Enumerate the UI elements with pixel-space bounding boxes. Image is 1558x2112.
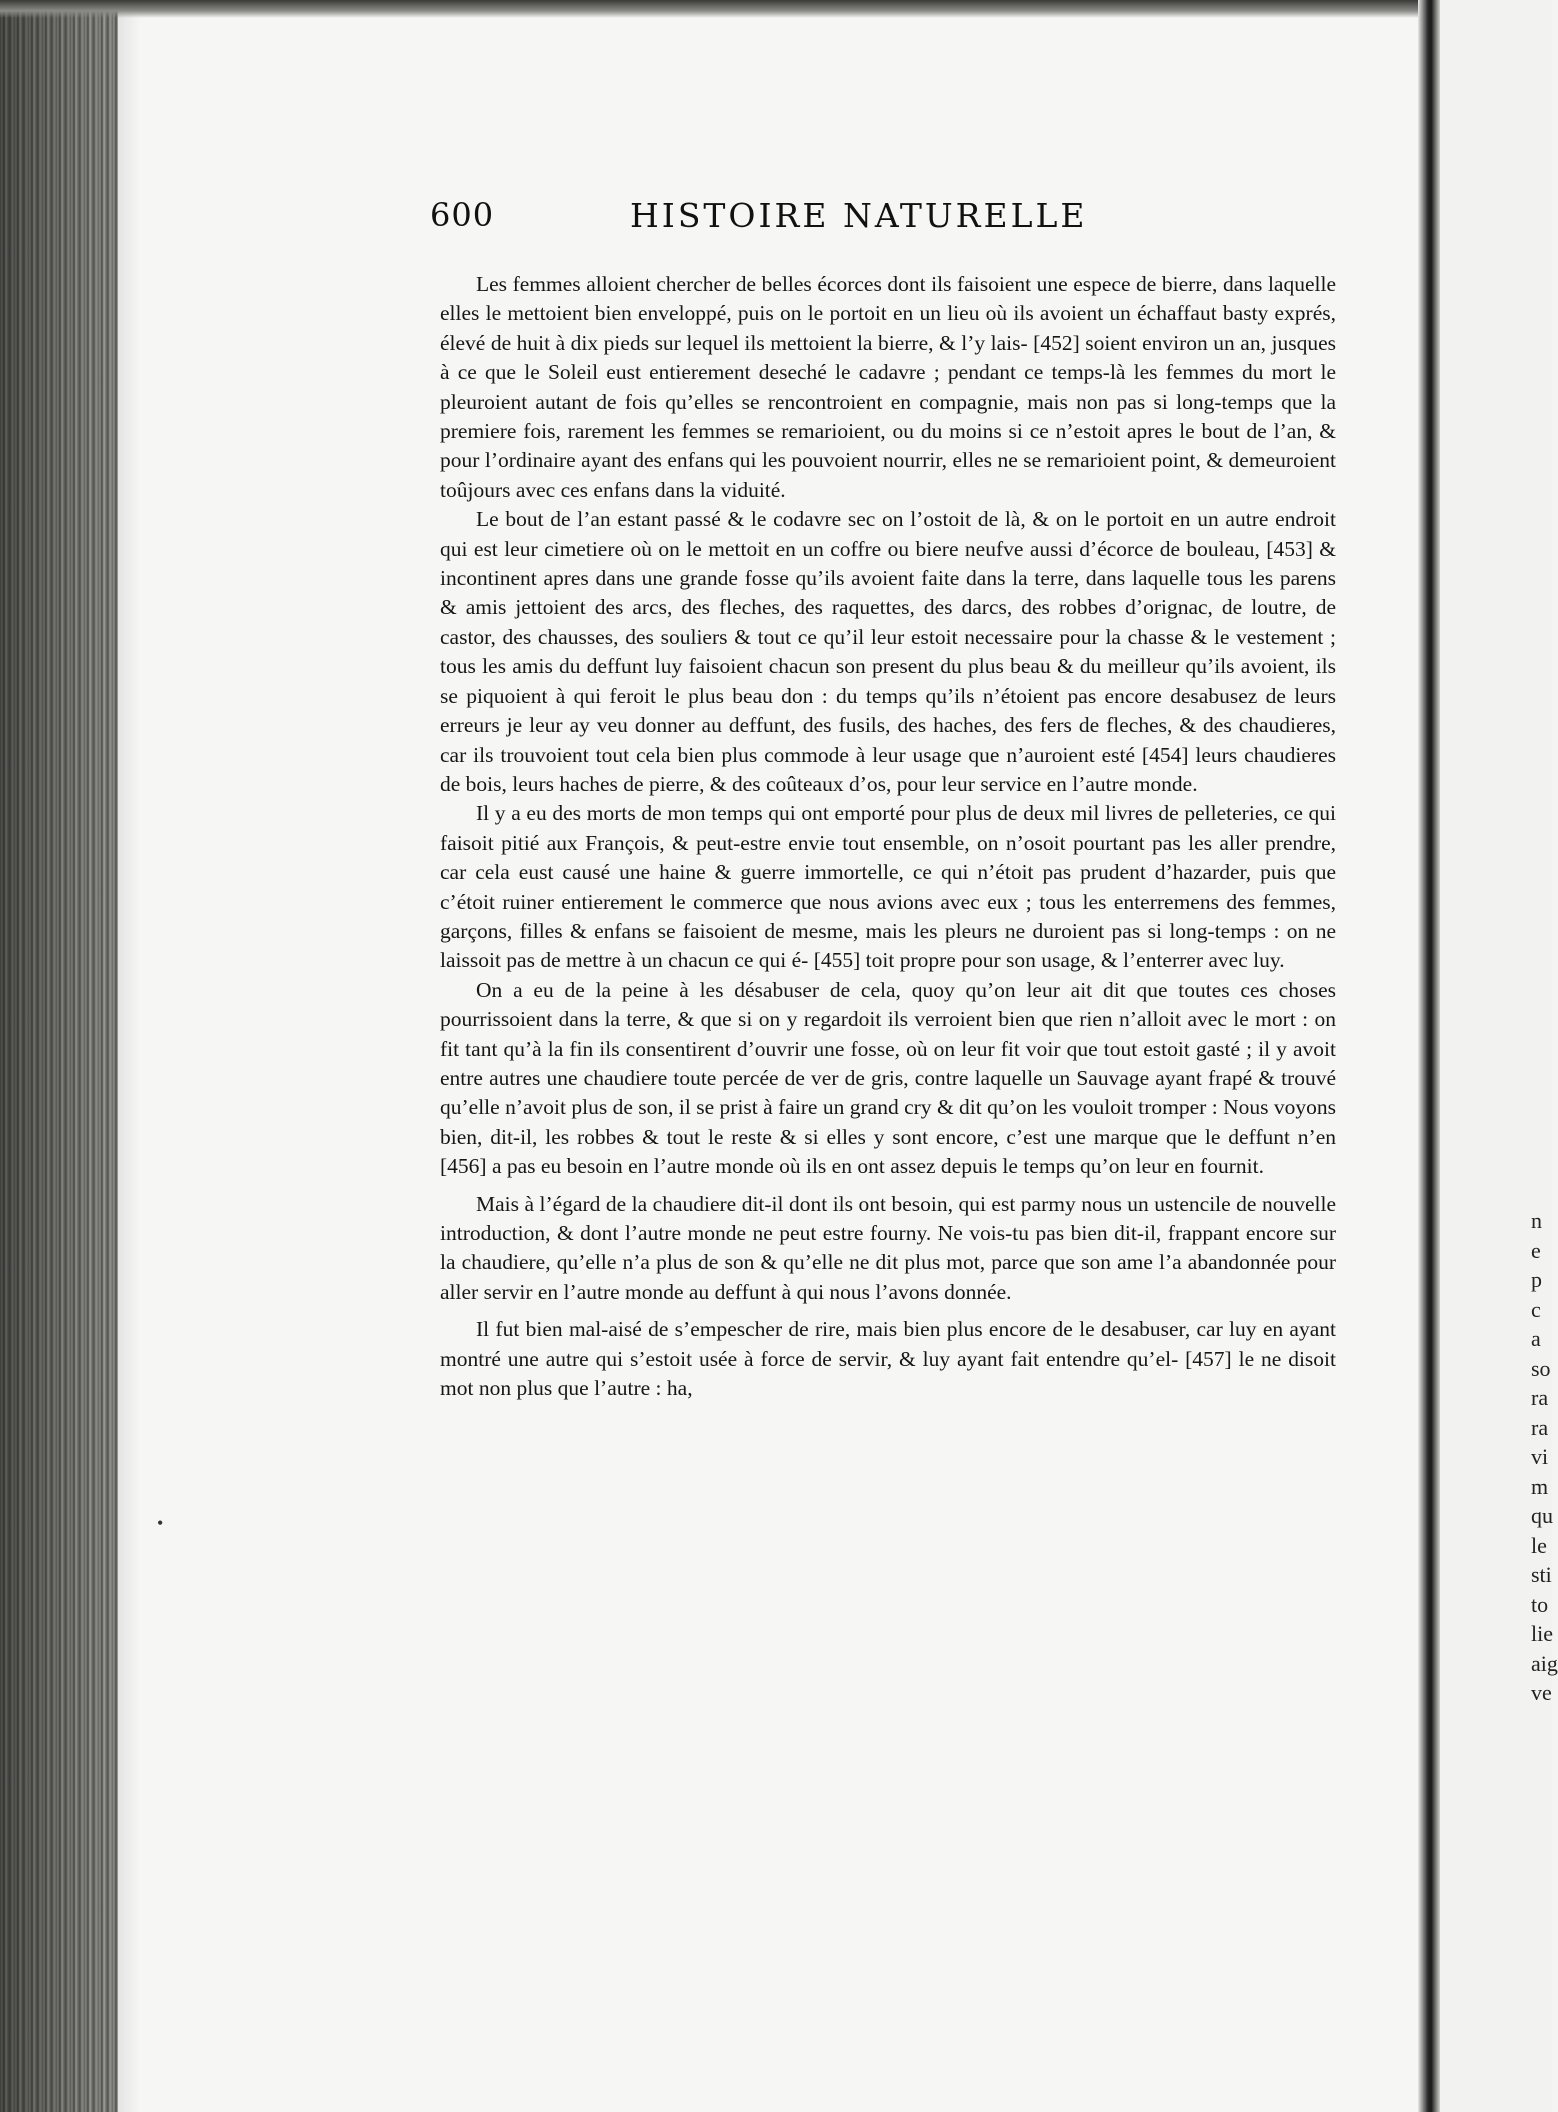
paragraph: Il fut bien mal-aisé de s’empescher de rire, mais bien plus encore de le desabuser, car luy en ayant montré une autre qui s’estoit usée à force de servir, & luy ayant fait entendre qu’el- [457] le ne disoit mot non plus que l’autre : ha, [440, 1317, 1336, 1401]
facing-fragment: p [1531, 1267, 1542, 1292]
facing-fragment: so [1531, 1355, 1551, 1381]
facing-fragment: ra [1531, 1414, 1549, 1440]
facing-fragment: aig [1531, 1650, 1558, 1676]
facing-fragment: vi [1531, 1444, 1549, 1469]
facing-fragment: ve [1531, 1680, 1552, 1705]
paragraph: Le bout de l’an estant passé & le codavre sec on l’ostoit de là, & on le portoit en un autre endroit qui est leur cimetiere où on le mettoit en un coffre ou biere neufve aussi d’écorce de bouleau, [453] & incontinent apres dans une grande fosse qu’ils avoient faite dans la terre, dans laquelle tous les parens & amis jettoient des arcs, des fleches, des raquettes, des darcs, des robbes d’orignac, de loutre, de castor, des chausses, des souliers & tout ce qu’il leur estoit necessaire pour la chasse & le vestement ; tous les amis du deffunt luy faisoient chacun son present du plus beau & du meilleur qu’ils avoient, ils se piquoient à qui feroit le plus beau don : du temps qu’ils n’étoient pas encore desabusez de leurs erreurs je leur ay veu donner au deffunt, des fusils, des haches, des fers de fleches, & des chaudieres, car ils trouvoient tout cela bien plus commode à leur usage que n’auroient esté [454] leurs chaudieres de bois, leurs haches de pierre, & des coûteaux d’os, pour leur service en l’autre monde. [440, 507, 1336, 796]
page-number: 600 [430, 196, 495, 234]
facing-fragment: lie [1531, 1621, 1553, 1646]
facing-fragment: le [1531, 1532, 1547, 1558]
book-edge-shadow [0, 0, 140, 2112]
book-gutter [1418, 0, 1440, 2112]
facing-fragment: m [1531, 1473, 1549, 1499]
running-header [430, 196, 1330, 246]
facing-page [1440, 0, 1558, 2112]
facing-fragment: e [1531, 1237, 1541, 1263]
paragraph: Les femmes alloient chercher de belles écorces dont ils faisoient une espece de bierre, dans laquelle elles le mettoient bien enveloppé, puis on le portoit en un lieu où ils avoient un échaffaut basty exprés, élevé de huit à dix pieds sur lequel ils mettoient la bierre, & l’y lais- [452] soient environ un an, jusques à ce que le Soleil eust entierement deseché le cadavre ; pendant ce temps-là les femmes du mort le pleuroient autant de fois qu’elles se rencontroient en compagnie, mais non pas si long-temps que la premiere fois, rarement les femmes se remarioient, ou du moins si ce n’estoit apres le bout de l’an, & pour l’ordinaire ayant des enfans qui les pouvoient nourrir, elles ne se remarioient point, & demeuroient toûjours avec ces enfans dans la viduité. [440, 272, 1336, 502]
stray-ink-mark: • [157, 1513, 164, 1533]
paragraph: Mais à l’égard de la chaudiere dit-il dont ils ont besoin, qui est parmy nous un ustencile de nouvelle introduction, & dont l’autre monde ne peut estre fourny. Ne vois-tu pas bien dit-il, frappant encore sur la chaudiere, qu’elle n’a plus de son & qu’elle ne dit plus mot, parce que son ame l’a abandonnée pour aller servir en l’autre monde au deffunt à qui nous l’avons donnée. [440, 1191, 1336, 1304]
facing-page-text-fragments [1531, 1206, 1558, 1708]
facing-fragment: c [1531, 1296, 1541, 1322]
running-title: HISTOIRE NATURELLE [630, 196, 1088, 235]
paragraph: Il y a eu des morts de mon temps qui ont emporté pour plus de deux mil livres de pelleteries, ce qui faisoit pitié aux François, & peut-estre envie tout ensemble, on n’osoit pourtant pas les aller prendre, car cela eust causé une haine & guerre immortelle, ce qui n’étoit pas prudent d’hazarder, puis que c’étoit ruiner entierement le commerce que nous avions avec eux ; tous les enterremens des femmes, garçons, filles & enfans se faisoient de mesme, mais les pleurs ne duroient pas si long-temps : on ne laissoit pas de mettre à un chacun ce qui é- [455] toit propre pour son usage, & l’enterrer avec luy. [440, 801, 1336, 973]
facing-fragment: a [1531, 1326, 1541, 1351]
facing-fragment: sti [1531, 1562, 1552, 1587]
body-text [440, 270, 1336, 1403]
paragraph: On a eu de la peine à les désabuser de cela, quoy qu’on leur ait dit que toutes ces choses pourrissoient dans la terre, & que si on y regardoit ils verroient bien que rien n’alloit avec le mort : on fit tant qu’à la fin ils consentirent d’ouvrir une fosse, où on leur fit voir que tout estoit gasté ; il y avoit entre autres une chaudiere toute percée de ver de gris, contre laquelle un Sauvage ayant frapé & trouvé qu’elle n’avoit plus de son, il se prist à faire un grand cry & dit qu’on les vouloit tromper : Nous voyons bien, dit-il, les robbes & tout le reste & si elles y sont encore, c’est une marque que le deffunt n’en [456] a pas eu besoin en l’autre monde où ils en ont assez depuis le temps qu’on leur en fournit. [440, 977, 1336, 1179]
facing-fragment: qu [1531, 1503, 1553, 1528]
facing-fragment: to [1531, 1591, 1549, 1617]
top-edge-shadow [0, 0, 1552, 18]
facing-fragment: ra [1531, 1385, 1549, 1410]
facing-fragment: n [1531, 1208, 1542, 1233]
